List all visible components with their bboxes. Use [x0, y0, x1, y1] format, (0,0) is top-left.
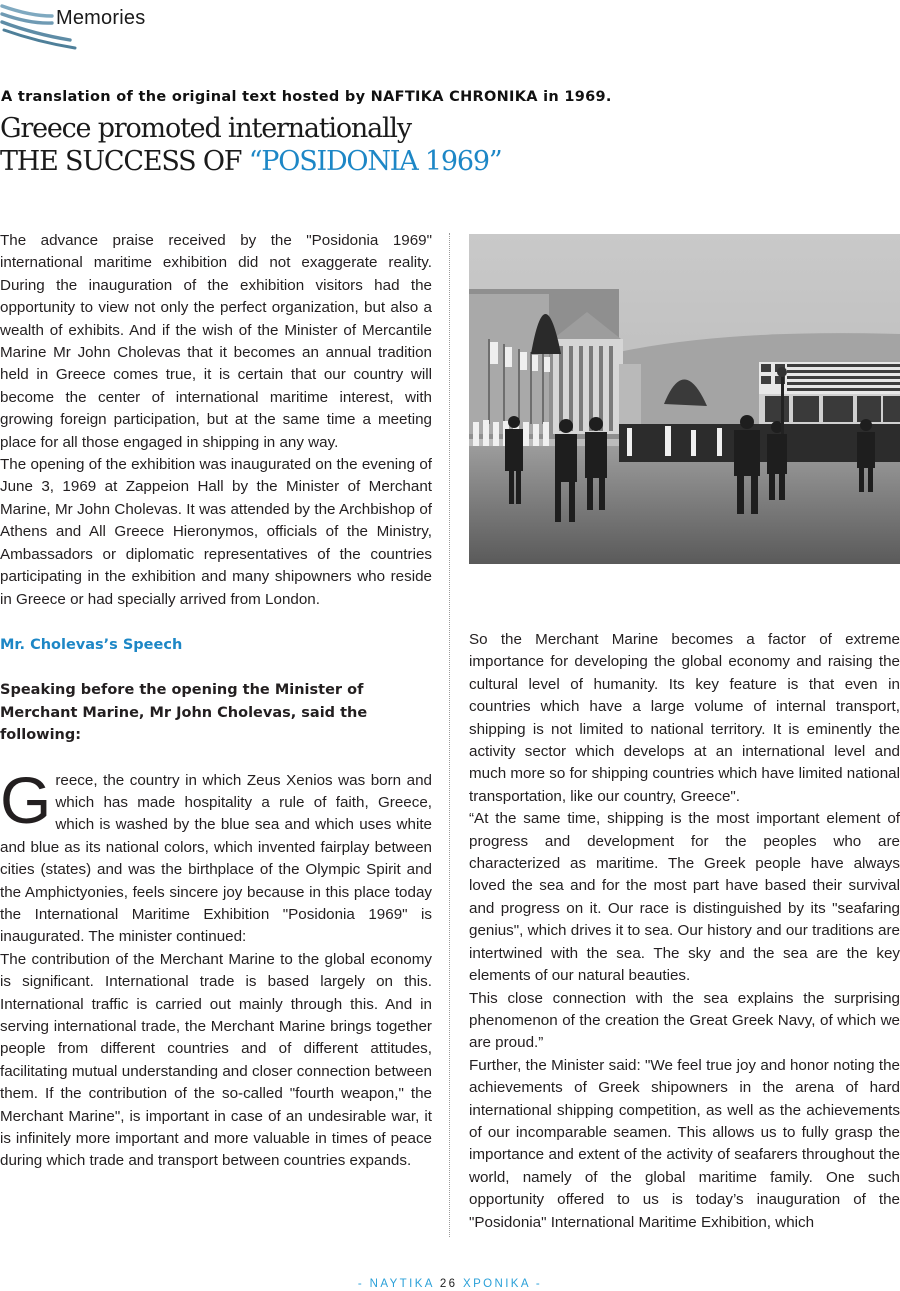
drop-cap: G: [0, 762, 52, 837]
paragraph: This close connection with the sea explains the surprising phenomenon of the creation the Great Greek Navy, of which we are proud.”: [469, 989, 900, 1052]
speech-lead: Speaking before the opening the Minister of Merchant Marine, Mr John Cholevas, said the following:: [0, 682, 368, 744]
page-footer: [0, 1278, 900, 1290]
paragraph: The contribution of the Merchant Marine to the global economy is significant. International trade is based largely on this. International traffic is carried out mainly through this. And in serving international trade, the Merchant Marine brings together people from different countries and of different attitudes, facilitating mutual understanding and closer connection between them. If the contribution of the so-called "fourth weapon," the Merchant Marine", is important in case of an undesirable war, it is infinitely more important and more valuable in times of peace during which trade and transport between countries expands.: [0, 950, 432, 1170]
paragraph: The advance praise received by the "Posidonia 1969" international maritime exhibition did not exaggerate reality. During the inauguration of the exhibition visitors had the opportunity to view not only the perfect organization, but also a wealth of exhibits. And if the wish of the Minister of Mercantile Marine Mr John Cholevas that it becomes an annual tradition held in Greece comes true, it is certain that our country will become the center of international maritime interest, with growing foreign participation, but at the same time a meeting place for all those engaged in shipping in any way.: [0, 232, 432, 451]
page-number: 26: [439, 1278, 458, 1290]
paragraph: So the Merchant Marine becomes a factor of extreme importance for developing the global economy and raising the cultural level of humanity. Its key feature is that even in countries which have a large volume of internal transport, shipping is not limited to national territory. It is eminently the activity sector which develops at an international level and much more so for shipping countries which have limited national transportation, like our country, Greece".: [469, 631, 900, 805]
title-prefix: THE SUCCESS OF: [0, 146, 249, 177]
paragraph: “At the same time, shipping is the most important element of progress and development for the peoples who are characterized as maritime. The Greek people have always loved the sea and for the most part have based their survival and progress on it. Our race is distinguished by its "seafaring genius", which drives it to sea. Our history and our traditions are intertwined with the sea. The sky and the sea are the key elements of our natural beauties.: [469, 810, 900, 985]
paragraph: [0, 762, 432, 949]
column-divider: [449, 233, 450, 1237]
footer-right: ΧΡΟΝΙΚΑ -: [457, 1278, 543, 1290]
exhibition-photo: [469, 234, 900, 564]
speech-subheading: Mr. Cholevas’s Speech: [0, 636, 183, 653]
article-kicker: A translation of the original text hosted by NAFTIKA CHRONIKA in 1969.: [1, 89, 612, 105]
article-title: [0, 112, 501, 178]
footer-left: - ΝΑΥΤΙΚΑ: [357, 1278, 440, 1290]
paragraph: The opening of the exhibition was inaugurated on the evening of June 3, 1969 at Zappeion Hall by the Minister of Merchant Marine, Mr John Cholevas. It was attended by the Archbishop of Athens and All Greece Hieronymos, officials of the Ministry, Ambassadors or diplomatic representatives of the countries participating in the exhibition and many shipowners who reside in Greece or had specially arrived from London.: [0, 456, 432, 608]
left-column: [0, 230, 432, 1173]
paragraph: Further, the Minister said: "We feel true joy and honor noting the achievements of Greek shipowners in the arena of hard international shipping competition, as well as the achievements of our incomparable seamen. This allows us to fully grasp the importance and extent of the activity of seafarers throughout the world, namely of the global maritime family. One such opportunity offered to us is today’s inauguration of the "Posidonia" International Maritime Exhibition, which: [469, 1056, 900, 1231]
paragraph-text: reece, the country in which Zeus Xenios was born and which has made hospitality a rule of faith, Greece, which is washed by the blue sea and which uses white and blue as its national colors, which invented fairplay between cities (states) and was the birthplace of the Olympic Spirit and the Amphictyonies, feels sincere joy because in this place today the International Maritime Exhibition "Posidonia 1969" is inaugurated. The minister continued:: [0, 771, 432, 946]
title-highlight: “POSIDONIA 1969”: [248, 146, 502, 177]
right-column: [469, 629, 900, 1234]
title-line-2: [0, 145, 501, 178]
section-label: Memories: [56, 7, 146, 29]
title-line-1: Greece promoted internationally: [0, 113, 411, 144]
